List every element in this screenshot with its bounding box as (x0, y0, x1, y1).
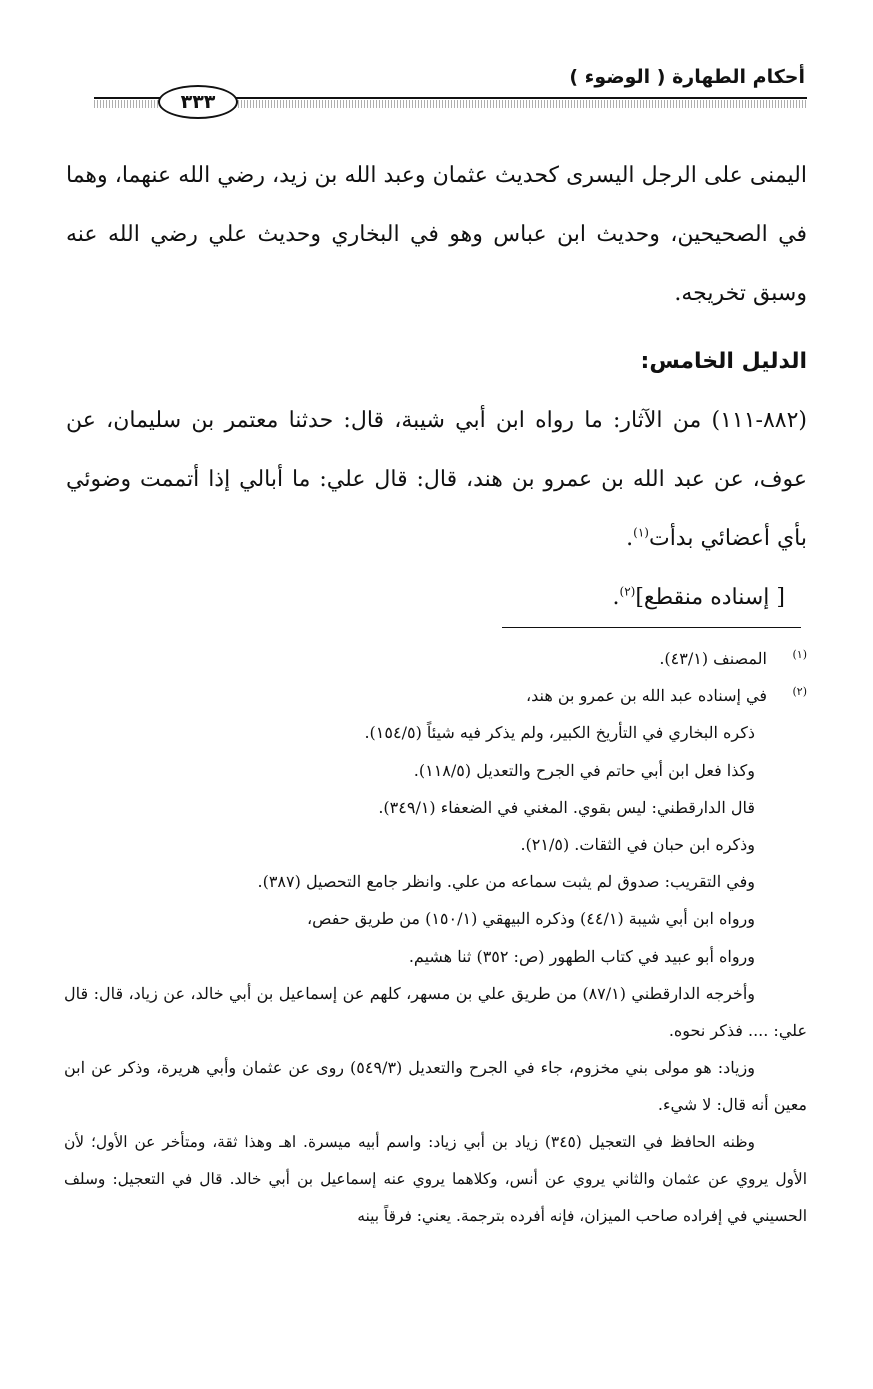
footnote-1: (١)المصنف (٤٣/١). (659, 647, 807, 668)
page-number: ٣٣٣ (158, 85, 238, 119)
paragraph-grading (66, 568, 807, 627)
footnote-line: ورواه أبو عبيد في كتاب الطهور (ص: ٣٥٢) ثنا هشيم. (408, 946, 755, 966)
footnote-line: ذكره البخاري في التأريخ الكبير، ولم يذكر فيه شيئاً (١٥٤/٥). (364, 723, 755, 743)
footnote-ref-2[interactable]: (٢) (619, 584, 636, 599)
paragraph-opening: اليمنى على الرجل اليسرى كحديث عثمان وعبد الله بن زيد، رضي الله عنهما، وهما في الصحيحين، وحديث ابن عباس وهو في البخاري وحديث علي رضي الله عنه وسبق تخريجه. (66, 163, 807, 306)
paragraph-narration (66, 391, 807, 568)
grading-text: [ إسناده منقطع] (635, 585, 785, 610)
narration-end: . (626, 526, 634, 551)
footnote-line: قال الدارقطني: ليس بقوي. المغني في الضعفاء (٣٤٩/١). (378, 797, 755, 817)
footnote-1-text: المصنف (٤٣/١). (659, 649, 767, 668)
footnote-line: وفي التقريب: صدوق لم يثبت سماعه من علي. وانظر جامع التحصيل (٣٨٧). (257, 872, 755, 892)
grading-end: . (612, 585, 620, 610)
footnote-ref-1[interactable]: (١) (633, 525, 649, 540)
footnote-line: وكذا فعل ابن أبي حاتم في الجرح والتعديل (١١٨/٥). (413, 760, 755, 780)
narration-text: (٨٨٢-١١١) من الآثار: ما رواه ابن أبي شيبة، قال: حدثنا معتمر بن سليمان، عن عوف، عن عبد الله بن عمرو بن هند، قال: قال علي: ما أبالي إذا أتممت وضوئي بأي أعضائي بدأت (66, 408, 807, 551)
running-title: أحكام الطهارة ( الوضوء ) (569, 66, 805, 88)
footnote-2-text: في إسناده عبد الله بن عمرو بن هند، (525, 686, 767, 706)
section-heading: الدليل الخامس: (640, 349, 807, 374)
footnote-paragraph: وظنه الحافظ في التعجيل (٣٤٥) زياد بن أبي زياد: واسم أبيه ميسرة. اهـ وهذا ثقة، ومتأخر عن الأول؛ لأن الأول يروي عن عثمان والثاني يروي عن أنس، وكلاهما يروي عنه إسماعيل بن أبي خالد. قال في التعجيل: وسلف الحسيني في إفراده صاحب الميزان، فإنه أفرده بترجمة. يعني: فرقاً بينه (64, 1132, 807, 1226)
footnote-line: وذكره ابن حبان في الثقات. (٢١/٥). (520, 835, 755, 855)
footnote-paragraph: وأخرجه الدارقطني (٨٧/١) من طريق علي بن مسهر، كلهم عن إسماعيل بن أبي خالد، عن زياد، قال: قال علي: .... فذكر نحوه. (64, 983, 807, 1041)
footnotes (64, 640, 807, 1235)
footnote-separator (502, 627, 801, 628)
main-text (66, 146, 807, 627)
footnote-paragraph: وزياد: هو مولى بني مخزوم، جاء في الجرح والتعديل (٥٤٩/٣) روى عن عثمان وأبي هريرة، وذكر عن ابن معين أنه قال: لا شيء. (64, 1058, 807, 1115)
footnote-line: ورواه ابن أبي شيبة (٤٤/١) وذكره البيهقي (١٥٠/١) من طريق حفص، (306, 909, 755, 929)
footnote-2: (٢)في إسناده عبد الله بن عمرو بن هند، (525, 684, 807, 706)
